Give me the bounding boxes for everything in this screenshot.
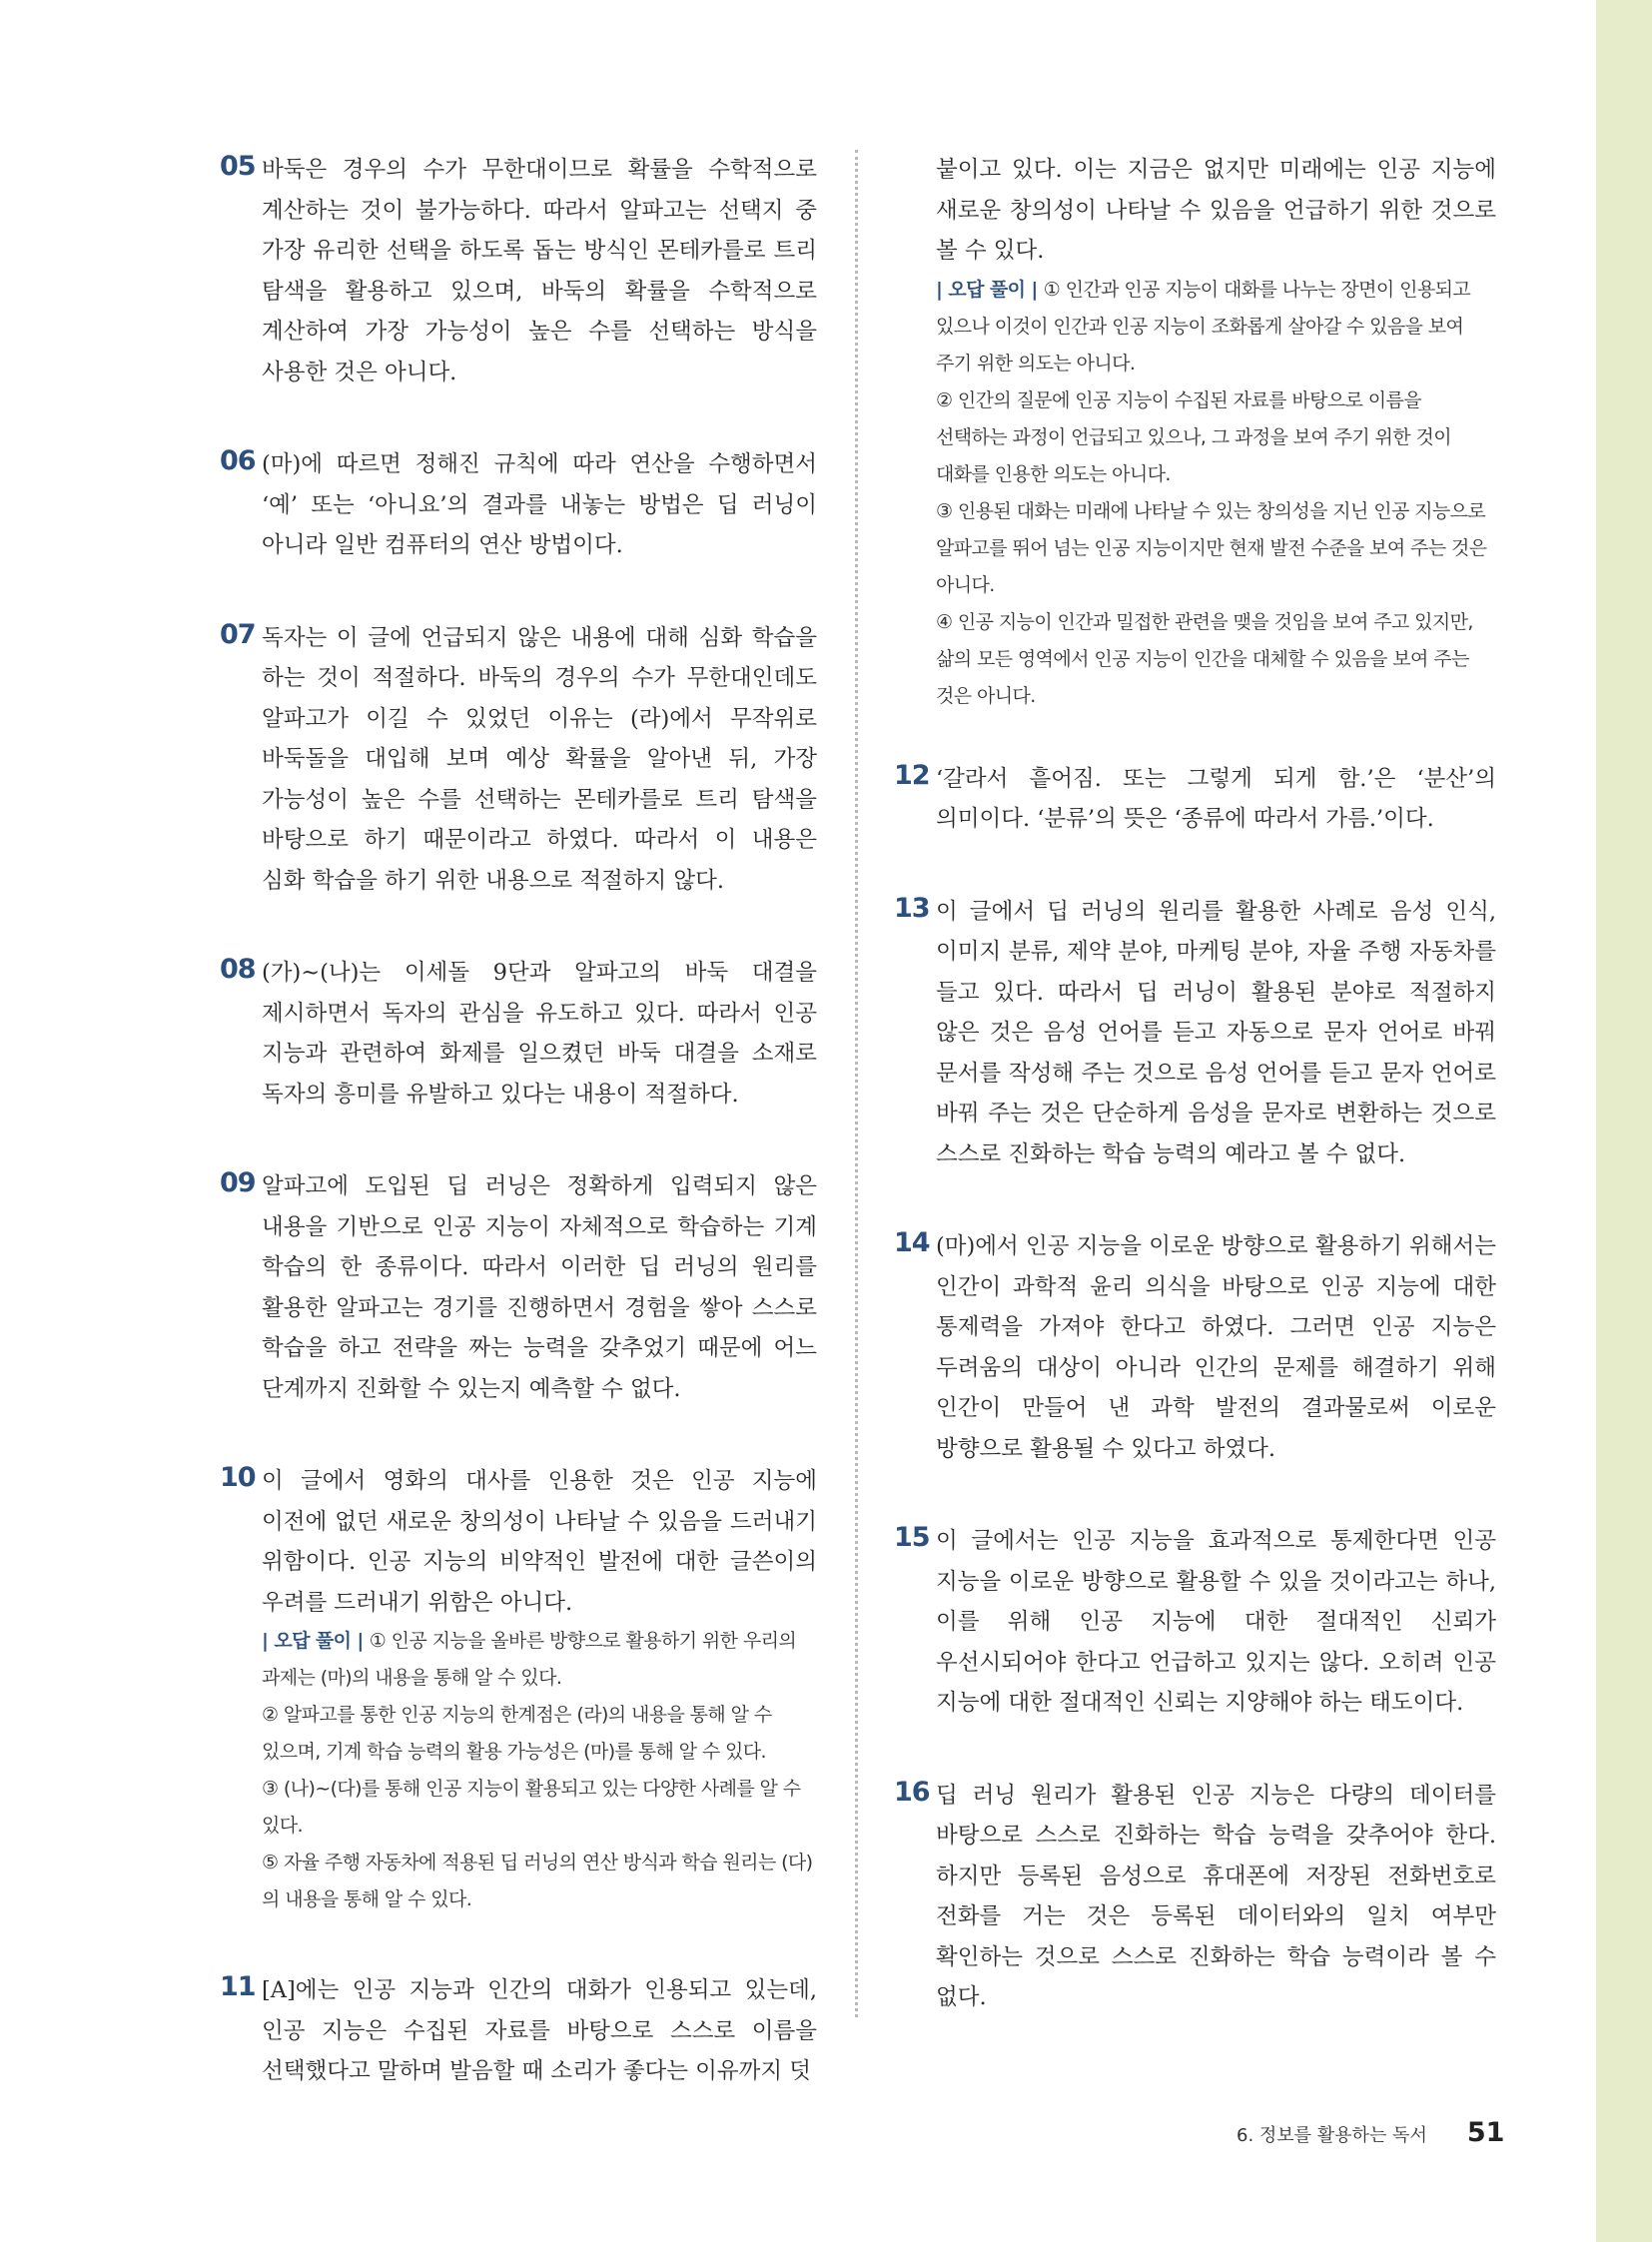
item-text: 이 글에서 영화의 대사를 인용한 것은 인공 지능에 이전에 없던 새로운 창의성이 나타날 수 있음을 드러내기 위함이다. 인공 지능의 비약적인 발전에 대한 글쓴이의 우려를 드러내기 위함은 아니다. — [262, 1468, 817, 1616]
answer-item-05 — [220, 150, 817, 392]
item-number: 16 — [894, 1776, 930, 1808]
answer-item-09 — [220, 1166, 817, 1409]
item-text: (마)에 따르면 정해진 규칙에 따라 연산을 수행하면서 ‘예’ 또는 ‘아니요’의 결과를 내놓는 방법은 딥 러닝이 아니라 일반 컴퓨터의 연산 방법이다. — [262, 451, 817, 558]
answer-item-16 — [894, 1776, 1496, 2018]
item-text: ‘갈라서 흩어짐. 또는 그렇게 되게 함.’은 ‘분산’의 의미이다. ‘분류’의 뜻은 ‘종류에 따라서 가름.’이다. — [936, 765, 1496, 832]
column-divider — [855, 150, 858, 2017]
answer-item-11-continued — [894, 150, 1496, 715]
item-number: 14 — [894, 1227, 930, 1258]
page-number: 51 — [1466, 2117, 1505, 2148]
note-line: ① 인간과 인공 지능이 대화를 나누는 장면이 인용되고 있으나 이것이 인간과 인공 지능이 조화롭게 살아갈 수 있음을 보여 주기 위한 의도는 아니다. — [936, 278, 1471, 374]
answer-item-08 — [220, 953, 817, 1115]
note-line: ③ (나)~(다)를 통해 인공 지능이 활용되고 있는 다양한 사례를 알 수 있다. — [262, 1778, 801, 1837]
answer-item-11 — [220, 1970, 817, 2092]
item-number: 07 — [220, 618, 256, 650]
answer-item-10 — [220, 1461, 817, 1918]
item-text: 알파고에 도입된 딥 러닝은 정확하게 입력되지 않은 내용을 기반으로 인공 지능이 자체적으로 학습하는 기계 학습의 한 종류이다. 따라서 이러한 딥 러닝의 원리를 활용한 알파고는 경기를 진행하면서 경험을 쌓아 스스로 학습을 하고 전략을 짜는 능력을 갖추었기 때문에 어느 단계까지 진화할 수 있는지 예측할 수 없다. — [262, 1173, 817, 1402]
note-line: ① 인공 지능을 올바른 방향으로 활용하기 위한 우리의 과제는 (마)의 내용을 통해 알 수 있다. — [262, 1630, 797, 1689]
answer-item-12 — [894, 759, 1496, 840]
item-text: 붙이고 있다. 이는 지금은 없지만 미래에는 인공 지능에 새로운 창의성이 나타날 수 있음을 언급하기 위한 것으로 볼 수 있다. — [936, 157, 1496, 264]
answer-item-13 — [894, 892, 1496, 1175]
chapter-title: 6. 정보를 활용하는 독서 — [1237, 2125, 1427, 2146]
item-number: 10 — [220, 1462, 256, 1493]
note-line: ② 인간의 질문에 인공 지능이 수집된 자료를 바탕으로 이름을 선택하는 과정이 언급되고 있으나, 그 과정을 보여 주기 위한 것이 대화를 인용한 의도는 아니다. — [936, 388, 1452, 485]
item-text: 독자는 이 글에 언급되지 않은 내용에 대해 심화 학습을 하는 것이 적절하다. 바둑의 경우의 수가 무한대인데도 알파고가 이길 수 있었던 이유는 (라)에서 무작위로 바둑돌을 대입해 보며 예상 확률을 알아낸 뒤, 가장 가능성이 높은 수를 선택하는 몬테카를로 트리 탐색을 바탕으로 하기 때문이라고 하였다. 따라서 이 내용은 심화 학습을 하기 위한 내용으로 적절하지 않다. — [262, 624, 817, 894]
note-tag: | 오답 풀이 | — [936, 278, 1038, 301]
page-footer — [1237, 2117, 1504, 2148]
item-text: 딥 러닝 원리가 활용된 인공 지능은 다량의 데이터를 바탕으로 스스로 진화하는 학습 능력을 갖추어야 한다. 하지만 등록된 음성으로 휴대폰에 저장된 전화번호로 전화를 거는 것은 등록된 데이터와의 일치 여부만 확인하는 것으로 스스로 진화하는 학습 능력이라 볼 수 없다. — [936, 1782, 1496, 2010]
answer-item-15 — [894, 1521, 1496, 1724]
wrong-answer-note — [936, 272, 1496, 715]
wrong-answer-note — [262, 1623, 817, 1918]
item-text: 바둑은 경우의 수가 무한대이므로 확률을 수학적으로 계산하는 것이 불가능하다. 따라서 알파고는 선택지 중 가장 유리한 선택을 하도록 돕는 방식인 몬테카를로 트리 탐색을 활용하고 있으며, 바둑의 확률을 수학적으로 계산하여 가장 가능성이 높은 수를 선택하는 방식을 사용한 것은 아니다. — [262, 157, 817, 385]
note-line: ④ 인공 지능이 인간과 밀접한 관련을 맺을 것임을 보여 주고 있지만, 삶의 모든 영역에서 인공 지능이 인간을 대체할 수 있음을 보여 주는 것은 아니다. — [936, 610, 1473, 707]
answer-item-06 — [220, 444, 817, 566]
note-line: ③ 인용된 대화는 미래에 나타날 수 있는 창의성을 지닌 인공 지능으로 알파고를 뛰어 넘는 인공 지능이지만 현재 발전 수준을 보여 주는 것은 아니다. — [936, 499, 1487, 596]
item-number: 09 — [220, 1167, 256, 1198]
answer-item-14 — [894, 1226, 1496, 1469]
note-tag: | 오답 풀이 | — [262, 1630, 364, 1652]
note-line: ② 알파고를 통한 인공 지능의 한계점은 (라)의 내용을 통해 알 수 있으며, 기계 학습 능력의 활용 가능성은 (마)를 통해 알 수 있다. — [262, 1704, 772, 1763]
item-text: 이 글에서 딥 러닝의 원리를 활용한 사례로 음성 인식, 이미지 분류, 제약 분야, 마케팅 분야, 자율 주행 자동차를 들고 있다. 따라서 딥 러닝이 활용된 분야로 적절하지 않은 것은 음성 언어를 듣고 자동으로 문자 언어로 바꿔 문서를 작성해 주는 것으로 음성 언어를 듣고 문자 언어로 바꿔 주는 것은 단순하게 음성을 문자로 변환하는 것으로 스스로 진화하는 학습 능력의 예라고 볼 수 없다. — [936, 898, 1496, 1167]
item-number: 11 — [220, 1971, 256, 2002]
item-number: 08 — [220, 954, 256, 985]
item-text: (마)에서 인공 지능을 이로운 방향으로 활용하기 위해서는 인간이 과학적 윤리 의식을 바탕으로 인공 지능에 대한 통제력을 가져야 한다고 하였다. 그러면 인공 지능은 두려움의 대상이 아니라 인간의 문제를 해결하기 위해 인간이 만들어 낸 과학 발전의 결과물로써 이로운 방향으로 활용될 수 있다고 하였다. — [936, 1233, 1496, 1462]
item-number: 12 — [894, 759, 930, 791]
item-number: 06 — [220, 445, 256, 476]
item-text: [A]에는 인공 지능과 인간의 대화가 인용되고 있는데, 인공 지능은 수집된 자료를 바탕으로 스스로 이름을 선택했다고 말하며 발음할 때 소리가 좋다는 이유까지 덧 — [262, 1977, 817, 2084]
item-number: 15 — [894, 1522, 930, 1553]
item-number: 13 — [894, 892, 930, 924]
item-text: 이 글에서는 인공 지능을 효과적으로 통제한다면 인공 지능을 이로운 방향으로 활용할 수 있을 것이라고는 하나, 이를 위해 인공 지능에 대한 절대적인 신뢰가 우선시되어야 한다고 언급하고 있지는 않다. 오히려 인공 지능에 대한 절대적인 신뢰는 지양해야 하는 태도이다. — [936, 1528, 1496, 1716]
item-text: (가)~(나)는 이세돌 9단과 알파고의 바둑 대결을 제시하면서 독자의 관심을 유도하고 있다. 따라서 인공 지능과 관련하여 화제를 일으켰던 바둑 대결을 소재로 독자의 흥미를 유발하고 있다는 내용이 적절하다. — [262, 960, 817, 1108]
item-number: 05 — [220, 151, 256, 182]
answer-item-07 — [220, 618, 817, 902]
right-column — [894, 150, 1496, 2070]
side-color-strip — [1596, 0, 1652, 2242]
left-column — [220, 150, 817, 2144]
note-line: ⑤ 자율 주행 자동차에 적용된 딥 러닝의 연산 방식과 학습 원리는 (다)의 내용을 통해 알 수 있다. — [262, 1852, 813, 1910]
